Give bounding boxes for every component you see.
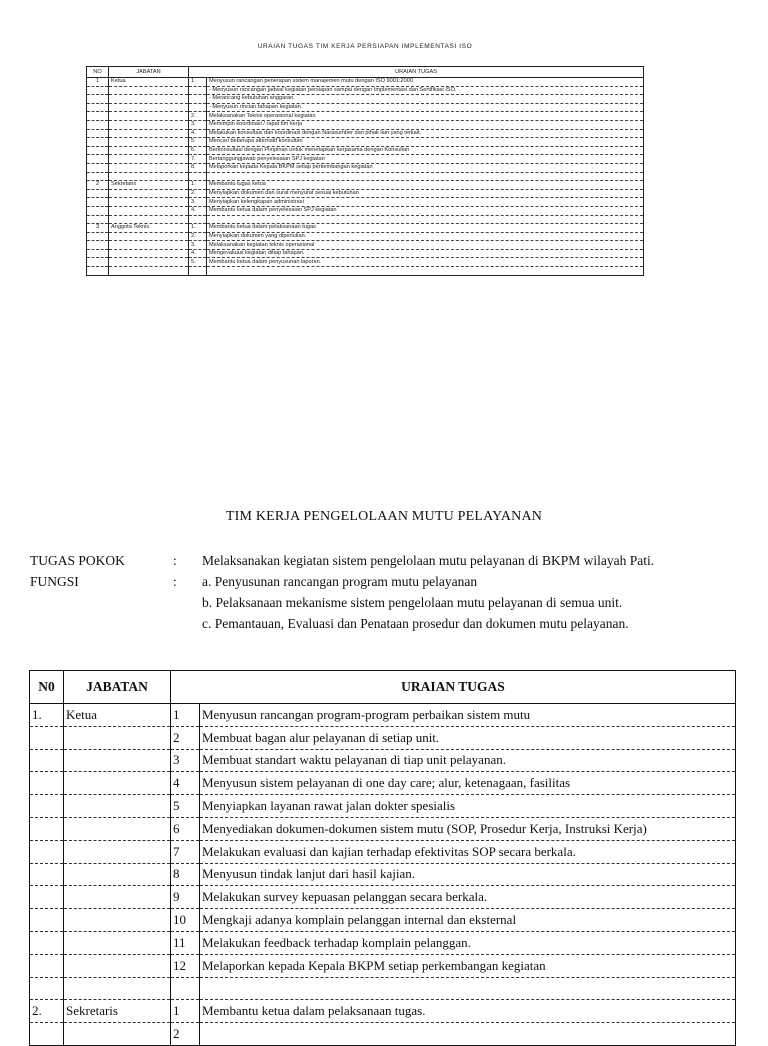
row-jabatan	[64, 909, 171, 932]
row-jabatan	[109, 163, 189, 172]
table-row	[87, 163, 644, 172]
row-no	[30, 749, 64, 772]
row-task: Membuat standart waktu pelayanan di tiap unit pelayanan.	[200, 749, 736, 772]
row-jabatan: Sekretaris	[109, 181, 189, 190]
row-task-number	[189, 95, 207, 104]
row-task: Menyusun rancangan penerapan sistem manajemen mutu dengan ISO 9001:2000	[207, 78, 644, 87]
table-row	[87, 267, 644, 276]
definition-label	[30, 613, 173, 634]
definition-row	[30, 592, 762, 613]
row-no	[87, 258, 109, 267]
row-task-number: 6.	[189, 146, 207, 155]
definition-colon: :	[173, 553, 177, 568]
row-task	[200, 977, 736, 1000]
table-row	[87, 198, 644, 207]
row-jabatan: Sekretaris	[64, 1000, 171, 1023]
row-task-number	[171, 977, 200, 1000]
table-row	[30, 749, 736, 772]
small-task-table	[86, 66, 644, 276]
table-row	[87, 189, 644, 198]
row-no	[87, 95, 109, 104]
row-task	[207, 172, 644, 181]
row-no	[30, 772, 64, 795]
row-jabatan	[64, 749, 171, 772]
row-jabatan	[64, 931, 171, 954]
row-task: - Menyusun rancangan jadwal kegiatan persiapan sampai dengan Implementasi dan Sertifikasi ISO.	[207, 86, 644, 95]
row-task-number: 5	[171, 795, 200, 818]
row-task: - Menyusun rincian tahapan kegiatan.	[207, 103, 644, 112]
row-jabatan	[109, 198, 189, 207]
definition-row	[30, 550, 762, 571]
row-no	[30, 1023, 64, 1046]
row-task-number: 2	[171, 726, 200, 749]
table-row	[30, 863, 736, 886]
row-jabatan	[64, 840, 171, 863]
table-row	[30, 931, 736, 954]
row-no	[87, 215, 109, 224]
row-task-number: 3.	[189, 241, 207, 250]
header-no: N0	[30, 671, 64, 704]
row-no	[87, 172, 109, 181]
row-task-number: 3.	[189, 198, 207, 207]
row-task: Mengkaji adanya komplain pelanggan internal dan eksternal	[200, 909, 736, 932]
row-task-number: 8.	[189, 163, 207, 172]
row-task-number: 5.	[189, 258, 207, 267]
table-row	[30, 886, 736, 909]
table-row	[87, 138, 644, 147]
table-row	[30, 909, 736, 932]
row-task: Menyusun sistem pelayanan di one day care; alur, ketenagaan, fasilitas	[200, 772, 736, 795]
row-task-number: 5.	[189, 138, 207, 147]
table-row	[87, 120, 644, 129]
row-task: Memimpin koordinasi / rapat tim kerja	[207, 120, 644, 129]
row-no	[87, 249, 109, 258]
row-task-number: 4.	[189, 206, 207, 215]
header-jabatan: JABATAN	[109, 67, 189, 78]
row-task: Melakukan konsultasi dan koordinasi dengan Narasumber dan pihak lain yang terkait.	[207, 129, 644, 138]
section-title: TIM KERJA PENGELOLAAN MUTU PELAYANAN	[225, 509, 543, 524]
table-row	[87, 241, 644, 250]
row-task-number: 10	[171, 909, 200, 932]
row-task: Menyusun rancangan program-program perbaikan sistem mutu	[200, 704, 736, 727]
large-table-header-row	[30, 671, 736, 704]
row-task: Melaporkan kepada Kepala BKPM setiap perkembangan kegiatan	[200, 954, 736, 977]
row-task-number: 4.	[189, 129, 207, 138]
row-task-number: 11	[171, 931, 200, 954]
row-no	[87, 206, 109, 215]
duty-definitions	[30, 550, 762, 634]
table-row	[87, 155, 644, 164]
row-task: Menyiapkan layanan rawat jalan dokter spesialis	[200, 795, 736, 818]
row-task-number	[189, 86, 207, 95]
row-jabatan	[64, 726, 171, 749]
row-task	[200, 1023, 736, 1046]
definition-colon	[173, 592, 202, 613]
row-jabatan	[109, 189, 189, 198]
header-jabatan: JABATAN	[64, 671, 171, 704]
row-jabatan	[109, 267, 189, 276]
row-no: 2	[87, 181, 109, 190]
row-jabatan	[64, 1023, 171, 1046]
row-task-number: 2	[171, 1023, 200, 1046]
small-table-header-row	[87, 67, 644, 78]
row-task: Melaksanakan Teknis operasional kegiatan	[207, 112, 644, 121]
row-no	[30, 863, 64, 886]
row-jabatan	[64, 886, 171, 909]
row-task-number: 1.	[189, 181, 207, 190]
row-task: Melakukan feedback terhadap komplain pelanggan.	[200, 931, 736, 954]
table-row	[30, 772, 736, 795]
row-task-number: 2.	[189, 232, 207, 241]
table-row	[30, 1000, 736, 1023]
row-task: Mencari beberapa alternatif konsultan	[207, 138, 644, 147]
row-no	[87, 232, 109, 241]
row-task-number: 1	[171, 1000, 200, 1023]
row-no: 3	[87, 224, 109, 233]
table-row	[30, 954, 736, 977]
table-row	[30, 840, 736, 863]
table-row	[30, 1023, 736, 1046]
table-row	[87, 172, 644, 181]
row-jabatan	[109, 249, 189, 258]
row-task: Membantu tugas ketua	[207, 181, 644, 190]
row-task: Menyiapkan dokumen yang diperlukan.	[207, 232, 644, 241]
row-jabatan	[64, 772, 171, 795]
row-task: Menyiapkan dokumen dan surat menyurat sesuai kebutuhan	[207, 189, 644, 198]
row-no	[30, 931, 64, 954]
table-row	[87, 146, 644, 155]
table-row	[30, 704, 736, 727]
row-task-number: 4	[171, 772, 200, 795]
row-jabatan: Ketua	[64, 704, 171, 727]
row-jabatan	[109, 95, 189, 104]
table-row	[87, 103, 644, 112]
row-task: Membantu ketua dalam penyelesaian SPJ kegiatan	[207, 206, 644, 215]
definition-value: b. Pelaksanaan mekanisme sistem pengelolaan mutu pelayanan di semua unit.	[202, 595, 623, 610]
table-row	[87, 129, 644, 138]
row-task-number: 2.	[189, 112, 207, 121]
row-no	[87, 86, 109, 95]
row-task: Mengevaluasi kegiatan ditiap tahapan.	[207, 249, 644, 258]
row-no	[30, 886, 64, 909]
definition-value: a. Penyusunan rancangan program mutu pelayanan	[202, 574, 478, 589]
row-no	[87, 198, 109, 207]
row-jabatan	[109, 241, 189, 250]
header-no: NO	[87, 67, 109, 78]
row-task: Bertanggungjawab penyelesaian SPJ kegiatan	[207, 155, 644, 164]
row-no	[30, 817, 64, 840]
table-row	[30, 817, 736, 840]
row-no	[30, 795, 64, 818]
row-task-number: 1.	[189, 224, 207, 233]
row-task: Menyiapkan kelengkapan administrasi	[207, 198, 644, 207]
row-task-number: 8	[171, 863, 200, 886]
row-task-number	[189, 215, 207, 224]
row-task: - Merancang kebutuhan anggaran.	[207, 95, 644, 104]
definition-row	[30, 571, 762, 592]
row-jabatan	[109, 155, 189, 164]
row-task	[207, 267, 644, 276]
row-no	[87, 129, 109, 138]
table-row	[87, 86, 644, 95]
table-row	[30, 726, 736, 749]
row-task: Melaksanakan kegiatan teknis operasional	[207, 241, 644, 250]
table-row	[87, 258, 644, 267]
table-row	[87, 232, 644, 241]
row-jabatan	[109, 120, 189, 129]
row-jabatan	[109, 258, 189, 267]
row-task-number: 4.	[189, 249, 207, 258]
table-row	[87, 215, 644, 224]
row-no: 1.	[30, 704, 64, 727]
row-jabatan	[64, 954, 171, 977]
row-jabatan	[64, 817, 171, 840]
row-task: Membantu ketua dalam pelaksanaan tugas	[207, 224, 644, 233]
row-jabatan	[109, 103, 189, 112]
row-jabatan	[64, 863, 171, 886]
header-uraian-tugas: URAIAN TUGAS	[189, 67, 644, 78]
row-task: Membantu ketua dalam penyusunan laporan.	[207, 258, 644, 267]
row-no	[87, 103, 109, 112]
definition-label	[30, 592, 173, 613]
row-jabatan: Ketua	[109, 78, 189, 87]
definition-label: FUNGSI	[30, 574, 79, 589]
row-task-number	[189, 103, 207, 112]
row-jabatan	[64, 977, 171, 1000]
row-no	[30, 977, 64, 1000]
row-no: 1	[87, 78, 109, 87]
large-task-table	[29, 670, 736, 1046]
definition-colon: :	[173, 574, 177, 589]
definition-value: Melaksanakan kegiatan sistem pengelolaan mutu pelayanan di BKPM wilayah Pati.	[202, 553, 655, 568]
row-task: Berkonsultasi dengan Pimpinan untuk menetapkan kerjasama dengan Konsultan	[207, 146, 644, 155]
row-task-number	[189, 267, 207, 276]
row-jabatan	[109, 232, 189, 241]
row-jabatan	[109, 206, 189, 215]
row-task: Melakukan evaluasi dan kajian terhadap efektivitas SOP secara berkala.	[200, 840, 736, 863]
row-task-number: 3	[171, 749, 200, 772]
row-task: Membuat bagan alur pelayanan di setiap unit.	[200, 726, 736, 749]
row-no	[87, 163, 109, 172]
row-jabatan	[109, 112, 189, 121]
table-row	[30, 977, 736, 1000]
table-row	[30, 795, 736, 818]
row-no: 2.	[30, 1000, 64, 1023]
row-task-number	[189, 172, 207, 181]
row-task-number: 3.	[189, 120, 207, 129]
small-table-title: URAIAN TUGAS TIM KERJA PERSIAPAN IMPLEMENTASI ISO	[257, 43, 473, 50]
row-no	[87, 138, 109, 147]
row-no	[87, 112, 109, 121]
table-row	[87, 206, 644, 215]
definition-label: TUGAS POKOK	[30, 553, 125, 568]
row-task-number: 1.	[189, 78, 207, 87]
row-task-number: 9	[171, 886, 200, 909]
header-uraian-tugas: URAIAN TUGAS	[171, 671, 736, 704]
row-task-number: 1	[171, 704, 200, 727]
row-no	[87, 267, 109, 276]
table-row	[87, 78, 644, 87]
row-task: Menyusun tindak lanjut dari hasil kajian.	[200, 863, 736, 886]
definition-value: c. Pemantauan, Evaluasi dan Penataan prosedur dan dokumen mutu pelayanan.	[202, 616, 629, 631]
table-row	[87, 224, 644, 233]
row-jabatan	[109, 86, 189, 95]
row-jabatan	[109, 172, 189, 181]
row-no	[30, 909, 64, 932]
table-row	[87, 249, 644, 258]
row-no	[87, 241, 109, 250]
row-no	[87, 155, 109, 164]
row-no	[87, 146, 109, 155]
table-row	[87, 181, 644, 190]
row-task: Melakukan survey kepuasan pelanggan secara berkala.	[200, 886, 736, 909]
definition-colon	[173, 613, 202, 634]
row-task: Melaporkan kepada Kepala BKPM setiap perkembangan kegiatan	[207, 163, 644, 172]
row-task-number: 12	[171, 954, 200, 977]
row-task-number: 2.	[189, 189, 207, 198]
row-task: Menyediakan dokumen-dokumen sistem mutu (SOP, Prosedur Kerja, Instruksi Kerja)	[200, 817, 736, 840]
definition-row	[30, 613, 762, 634]
row-no	[30, 840, 64, 863]
row-jabatan	[64, 795, 171, 818]
row-jabatan	[109, 146, 189, 155]
row-no	[30, 954, 64, 977]
row-task-number: 7	[171, 840, 200, 863]
table-row	[87, 112, 644, 121]
table-row	[87, 95, 644, 104]
row-task: Membantu ketua dalam pelaksanaan tugas.	[200, 1000, 736, 1023]
row-task-number: 6	[171, 817, 200, 840]
row-jabatan	[109, 215, 189, 224]
row-no	[30, 726, 64, 749]
row-jabatan	[109, 129, 189, 138]
row-jabatan	[109, 138, 189, 147]
row-no	[87, 120, 109, 129]
row-task-number: 7.	[189, 155, 207, 164]
row-task	[207, 215, 644, 224]
row-jabatan: Anggota Teknis	[109, 224, 189, 233]
row-no	[87, 189, 109, 198]
